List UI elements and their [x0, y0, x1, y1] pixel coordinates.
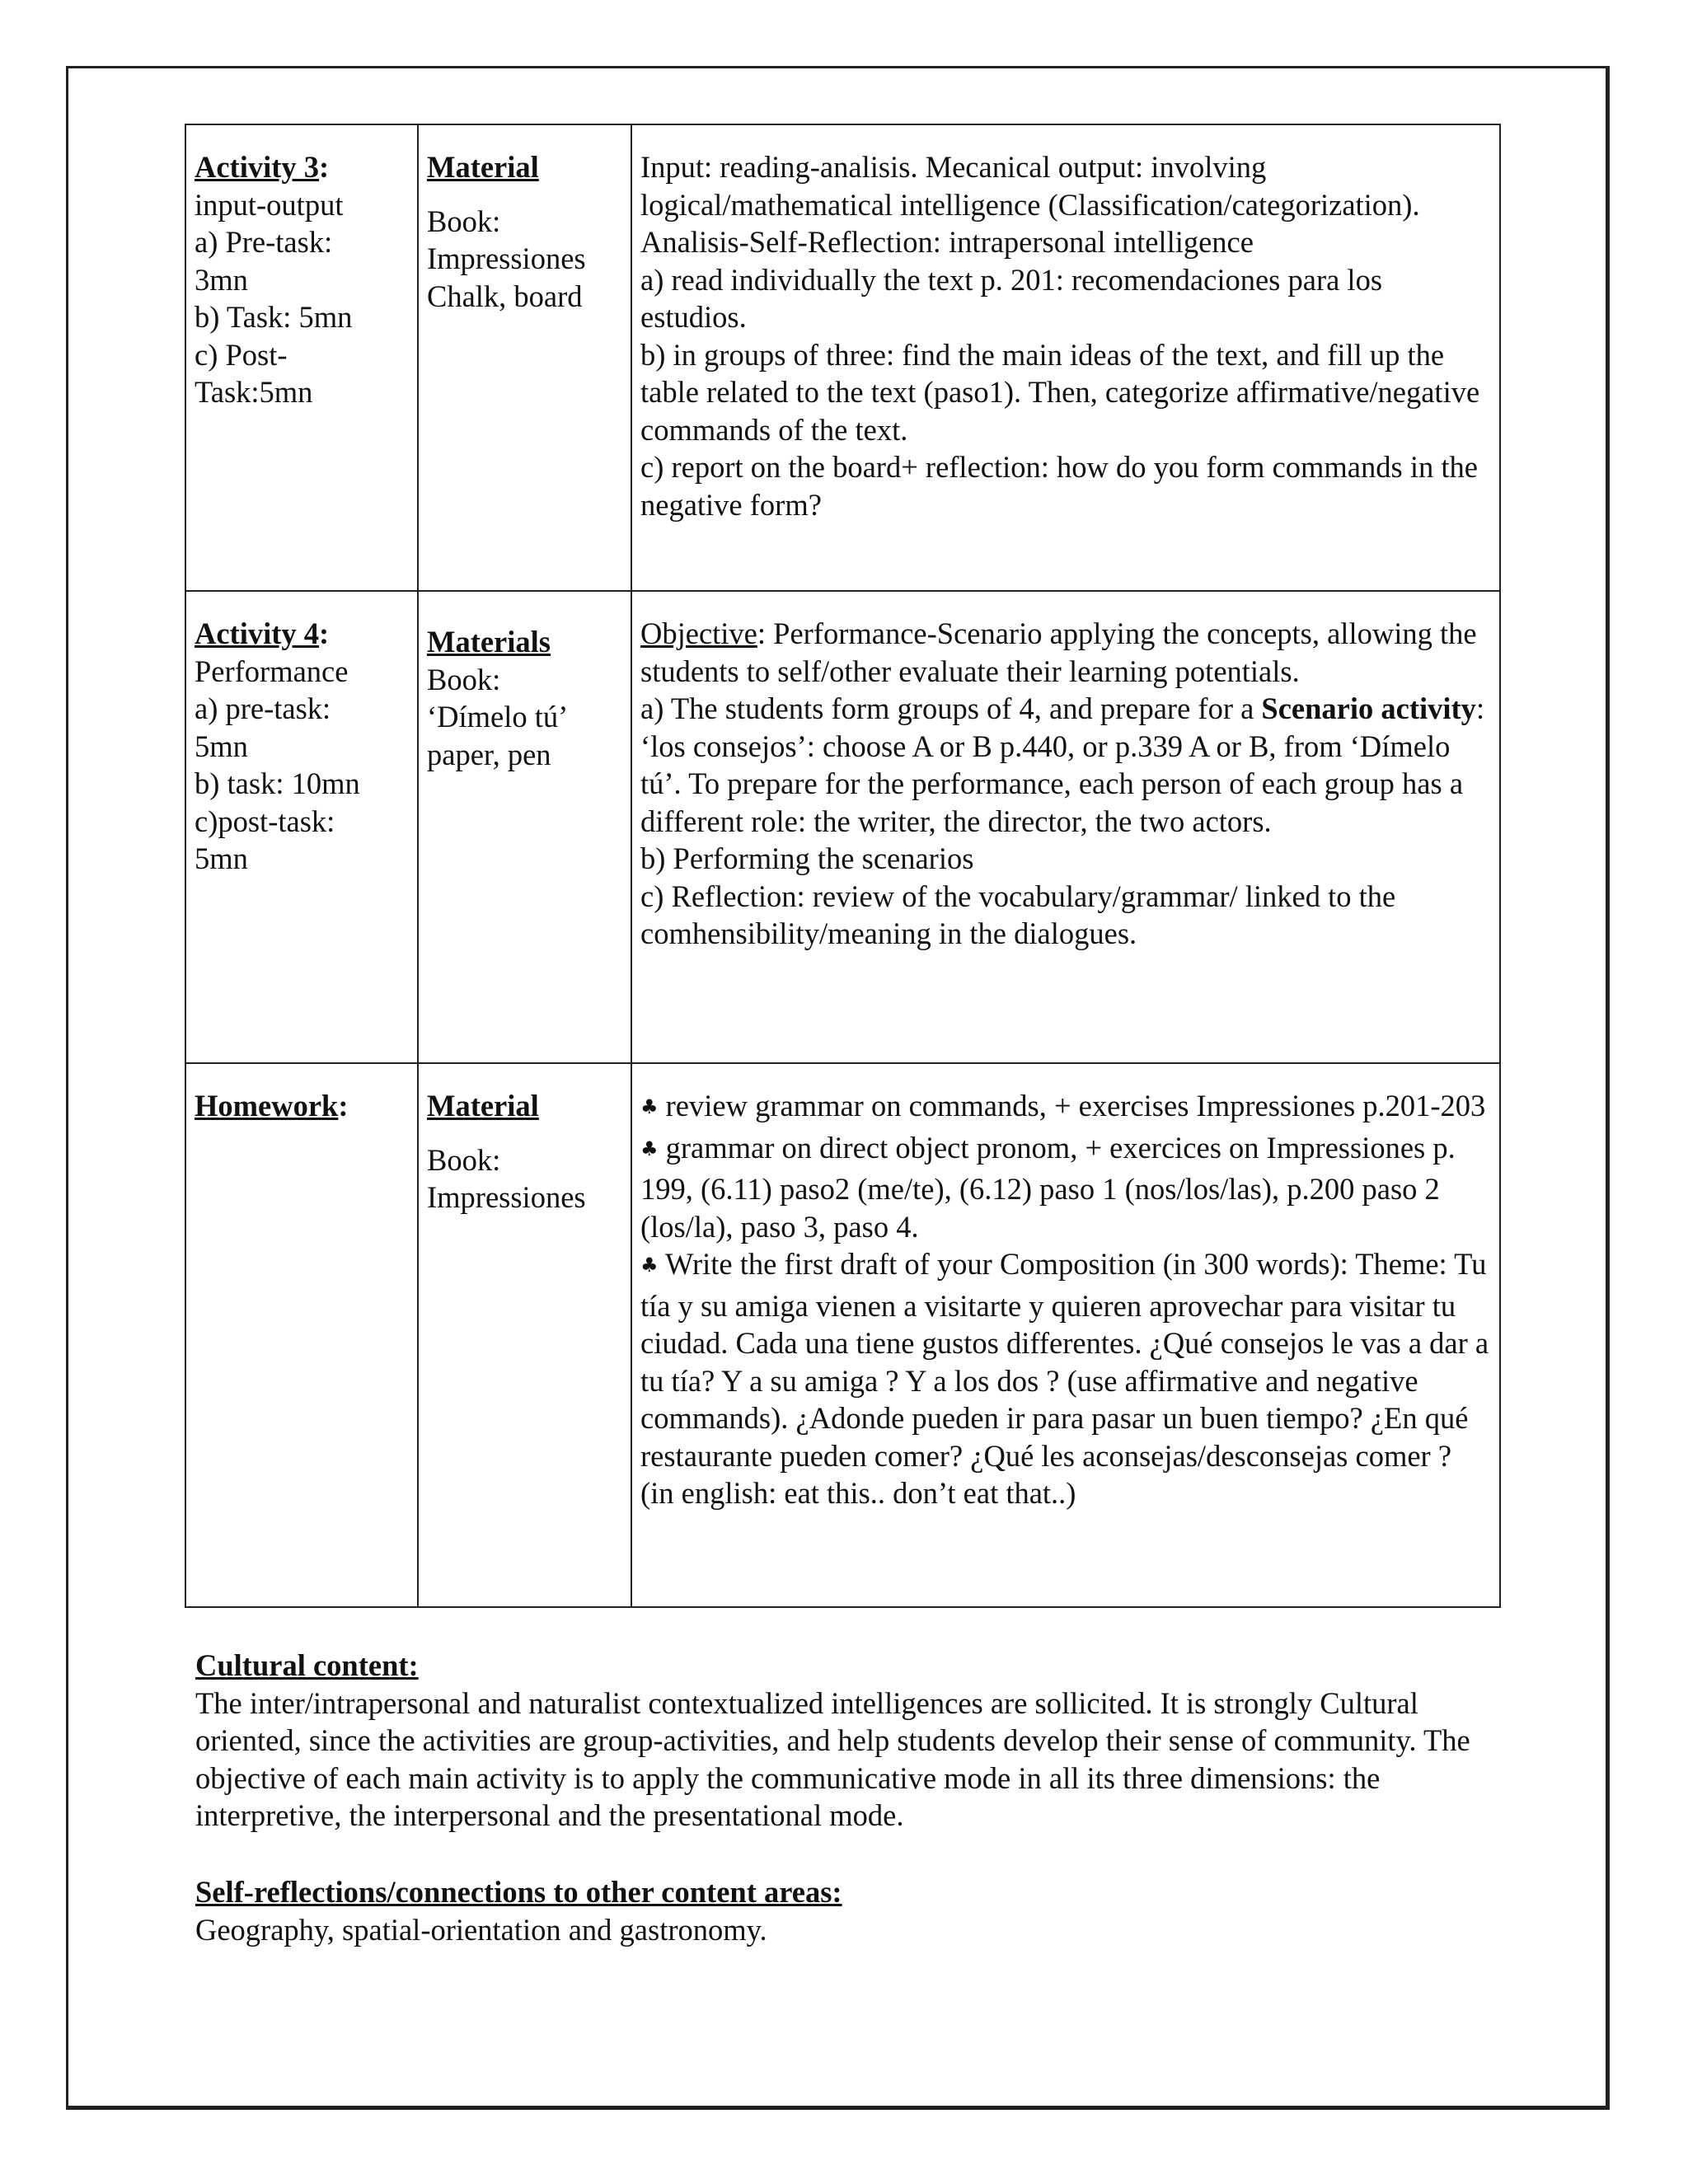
lesson-plan-table [185, 124, 1501, 1608]
activity-3-material-cell [418, 124, 631, 591]
self-reflections-heading: Self-reflections/connections to other content areas: [195, 1875, 842, 1909]
cultural-content-heading: Cultural content: [195, 1648, 419, 1682]
material-line: Chalk, board [427, 279, 583, 313]
homework-cell: Homework: [185, 1063, 418, 1607]
activity-3-title: Activity 3 [195, 150, 320, 184]
material-line: Book: [427, 1142, 501, 1177]
activity-3-detail: c) Post- [195, 337, 288, 372]
activity-4-cell: Activity 4: Performance a) pre-task: 5mn b) task: 10mn c)post-task: 5mn [185, 591, 418, 1063]
cultural-content-text: The inter/intrapersonal and naturalist contextualized intelligences are sollicited. It is strongly Cultural oriented, since the activities are group-activities, and help students develop their sense of community. The objective of each main activity is to apply the communicative mode in all its three dimensions: the interpretive, the interpersonal and the presentational mode. [195, 1685, 1470, 1832]
activity-3-step-c: c) report on the board+ reflection: how do you form commands in the negative form? [640, 450, 1478, 522]
material-line: Book: [427, 204, 501, 238]
homework-title: Homework [195, 1089, 339, 1122]
objective-label: Objective [640, 616, 757, 650]
activity-3-row [185, 124, 1500, 591]
activity-3-step-b: b) in groups of three: find the main ideas of the text, and fill up the table related to the text (paso1). Then, categorize affirmative/negative commands of the text. [640, 337, 1480, 447]
activity-4-step-b: b) Performing the scenarios [640, 841, 974, 875]
self-reflections-section [195, 1873, 1481, 1948]
material-line: Book: [427, 662, 501, 696]
activity-3-step-a: a) read individually the text p. 201: recomendaciones para los estudios. [640, 262, 1383, 334]
homework-item: ♣ review grammar on commands, + exercises Impressiones p.201-203 [640, 1089, 1486, 1122]
activity-4-row [185, 591, 1500, 1063]
activity-4-detail: b) task: 10mn [195, 766, 360, 800]
homework-item: ♣ Write the first draft of your Composition (in 300 words): Theme: Tu tía y su amiga vienen a visitarte y quieren aprovechar para visitar tu ciudad. Cada una tiene gustos differentes. ¿Qué consejos le vas a dar a tu tía? Y a su amiga ? Y a los dos ? (use affirmative and negative commands). ¿Adonde pueden ir para pasar un buen tiempo? ¿En qué restaurante pueden comer? ¿Qué les aconsejas/desconsejas comer ? (in english: eat this.. don’t eat that..) [640, 1247, 1489, 1510]
material-line: Impressiones [427, 1180, 586, 1214]
cultural-content-section [195, 1647, 1481, 1835]
material-heading: Material [427, 1089, 539, 1122]
material-line: Impressiones [427, 241, 586, 275]
activity-4-detail: a) pre-task: [195, 691, 331, 725]
activity-3-detail: Task:5mn [195, 375, 313, 409]
activity-3-description-cell [631, 124, 1500, 591]
activity-4-objective: Objective: Performance-Scenario applying the concepts, allowing the students to self/other evaluate their learning potentials. [640, 616, 1477, 688]
activity-4-material-cell [418, 591, 631, 1063]
material-heading: Materials [427, 625, 551, 658]
activity-4-step-a: a) The students form groups of 4, and prepare for a Scenario activity: ‘los consejos’: choose A or B p.440, or p.339 A or B, from ‘Dímelo tú’. To prepare for the performance, each person of each group has a different role: the writer, the director, the two actors. [640, 691, 1485, 838]
club-bullet-icon: ♣ [640, 1095, 659, 1118]
activity-3-intro: Input: reading-analisis. Mecanical output: involving logical/mathematical intelligence (Classification/categorization). Analisis-Self-Reflection: intrapersonal intelligence [640, 150, 1420, 259]
activity-3-detail: input-output [195, 187, 344, 222]
activity-4-description-cell [631, 591, 1500, 1063]
homework-row [185, 1063, 1500, 1607]
club-bullet-icon: ♣ [640, 1137, 659, 1160]
activity-4-title: Activity 4 [195, 616, 320, 650]
activity-3-detail: b) Task: 5mn [195, 300, 353, 334]
self-reflections-text: Geography, spatial-orientation and gastronomy. [195, 1912, 767, 1947]
club-bullet-icon: ♣ [640, 1254, 659, 1277]
homework-material-cell [418, 1063, 631, 1607]
activity-3-cell: Activity 3: input-output a) Pre-task: 3mn b) Task: 5mn c) Post- Task:5mn [185, 124, 418, 591]
material-line: paper, pen [427, 737, 551, 771]
scenario-activity-label: Scenario activity [1261, 691, 1476, 725]
activity-3-detail: a) Pre-task: [195, 225, 333, 259]
activity-4-detail: 5mn [195, 729, 248, 763]
activity-3-detail: 3mn [195, 262, 248, 297]
activity-4-detail: c)post-task: [195, 804, 335, 838]
activity-4-detail: 5mn [195, 841, 248, 875]
homework-item: ♣ grammar on direct object pronom, + exercices on Impressiones p. 199, (6.11) paso2 (me/te), (6.12) paso 1 (nos/los/las), p.200 paso 2 (los/la), paso 3, paso 4. [640, 1130, 1456, 1244]
activity-4-step-c: c) Reflection: review of the vocabulary/grammar/ linked to the comhensibility/meaning in the dialogues. [640, 879, 1396, 950]
activity-4-detail: Performance [195, 654, 349, 688]
homework-description-cell [631, 1063, 1500, 1607]
material-heading: Material [427, 150, 539, 184]
material-line: ‘Dímelo tú’ [427, 700, 569, 733]
